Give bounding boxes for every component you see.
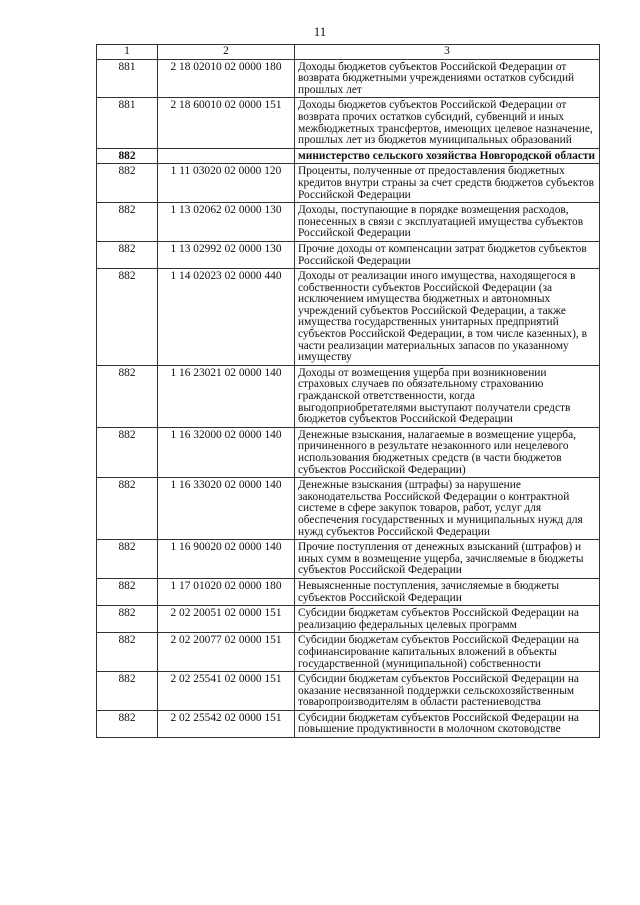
description-cell: Прочие доходы от компенсации затрат бюджетов субъектов Российской Федерации: [295, 241, 600, 268]
income-code-cell: 2 02 20051 02 0000 151: [158, 606, 295, 633]
income-code-cell: 1 16 90020 02 0000 140: [158, 540, 295, 579]
table-row: [97, 365, 600, 427]
description-cell: Денежные взыскания (штрафы) за нарушение законодательства Российской Федерации о контрактной системе в сфере закупок товаров, работ, услуг для обеспечения государственных и муниципальных нужд для нужд субъектов Российской Федерации: [295, 478, 600, 540]
admin-code-cell: 882: [97, 578, 158, 605]
page-number: 11: [313, 24, 327, 39]
table-row: [97, 606, 600, 633]
table-row: [97, 164, 600, 203]
table-row: [97, 98, 600, 148]
description-cell: Субсидии бюджетам субъектов Российской Федерации на повышение продуктивности в молочном скотоводстве: [295, 710, 600, 737]
admin-code-cell: 882: [97, 365, 158, 427]
income-code-cell: 1 13 02062 02 0000 130: [158, 203, 295, 242]
description-cell: Проценты, полученные от предоставления бюджетных кредитов внутри страны за счет средств бюджетов субъектов Российской Федерации: [295, 164, 600, 203]
description-cell: Доходы бюджетов субъектов Российской Федерации от возврата прочих остатков субсидий, субвенций и иных межбюджетных трансфертов, имеющих целевое назначение, прошлых лет из бюджетов муниципальных образований: [295, 98, 600, 148]
admin-code-cell: 882: [97, 606, 158, 633]
income-code-cell: 2 18 60010 02 0000 151: [158, 98, 295, 148]
description-cell: Субсидии бюджетам субъектов Российской Федерации на реализацию федеральных целевых программ: [295, 606, 600, 633]
table-row: [97, 241, 600, 268]
admin-code-cell: 882: [97, 427, 158, 477]
description-cell: Субсидии бюджетам субъектов Российской Федерации на оказание несвязанной поддержки сельскохозяйственным товаропроизводителям в области растениеводства: [295, 672, 600, 711]
table-header-row: [97, 45, 600, 60]
column-header-2: 2: [158, 45, 295, 60]
income-code-cell: 2 18 02010 02 0000 180: [158, 59, 295, 98]
admin-code-cell: 882: [97, 478, 158, 540]
admin-code-cell: 882: [97, 633, 158, 672]
income-code-cell: 1 11 03020 02 0000 120: [158, 164, 295, 203]
table-row: [97, 540, 600, 579]
table-row: [97, 633, 600, 672]
table-row: [97, 478, 600, 540]
description-cell: Доходы от реализации иного имущества, находящегося в собственности субъектов Российской Федерации (за исключением имущества бюджетных и автономных учреждений субъектов Российской Федерации, а также имущества государственных унитарных предприятий субъектов Российской Федерации, в том числе казенных), в части реализации материальных запасов по указанному имуществу: [295, 269, 600, 366]
table-row: [97, 427, 600, 477]
table-row: [97, 148, 600, 164]
table-row: [97, 203, 600, 242]
table-row: [97, 710, 600, 737]
table-row: [97, 269, 600, 366]
description-cell: Доходы бюджетов субъектов Российской Федерации от возврата бюджетными учреждениями остатков субсидий прошлых лет: [295, 59, 600, 98]
income-code-cell: 1 16 33020 02 0000 140: [158, 478, 295, 540]
description-cell: Доходы от возмещения ущерба при возникновении страховых случаев по обязательному страхованию гражданской ответственности, когда выгодоприобретателями выступают получатели средств бюджетов субъектов Российской Федерации: [295, 365, 600, 427]
admin-code-cell: 882: [97, 241, 158, 268]
table-row: [97, 672, 600, 711]
description-cell: министерство сельского хозяйства Новгородской области: [295, 148, 600, 164]
admin-code-cell: 882: [97, 148, 158, 164]
table-row: [97, 59, 600, 98]
admin-code-cell: 882: [97, 710, 158, 737]
income-code-cell: 2 02 20077 02 0000 151: [158, 633, 295, 672]
admin-code-cell: 882: [97, 203, 158, 242]
admin-code-cell: 882: [97, 672, 158, 711]
income-code-cell: 2 02 25542 02 0000 151: [158, 710, 295, 737]
income-code-cell: 1 17 01020 02 0000 180: [158, 578, 295, 605]
description-cell: Прочие поступления от денежных взысканий (штрафов) и иных сумм в возмещение ущерба, зачисляемые в бюджеты субъектов Российской Федерации: [295, 540, 600, 579]
income-code-cell: [158, 148, 295, 164]
admin-code-cell: 882: [97, 540, 158, 579]
table-row: [97, 578, 600, 605]
column-header-3: 3: [295, 45, 600, 60]
column-header-1: 1: [97, 45, 158, 60]
income-code-cell: 2 02 25541 02 0000 151: [158, 672, 295, 711]
income-codes-table: [96, 44, 600, 738]
admin-code-cell: 882: [97, 164, 158, 203]
description-cell: Невыясненные поступления, зачисляемые в бюджеты субъектов Российской Федерации: [295, 578, 600, 605]
income-code-cell: 1 13 02992 02 0000 130: [158, 241, 295, 268]
income-code-cell: 1 16 32000 02 0000 140: [158, 427, 295, 477]
admin-code-cell: 881: [97, 98, 158, 148]
income-code-cell: 1 14 02023 02 0000 440: [158, 269, 295, 366]
description-cell: Субсидии бюджетам субъектов Российской Федерации на софинансирование капитальных вложений в объекты государственной (муниципальной) собственности: [295, 633, 600, 672]
description-cell: Денежные взыскания, налагаемые в возмещение ущерба, причиненного в результате незаконного или нецелевого использования бюджетных средств (в части бюджетов субъектов Российской Федерации): [295, 427, 600, 477]
income-code-cell: 1 16 23021 02 0000 140: [158, 365, 295, 427]
admin-code-cell: 881: [97, 59, 158, 98]
admin-code-cell: 882: [97, 269, 158, 366]
description-cell: Доходы, поступающие в порядке возмещения расходов, понесенных в связи с эксплуатацией имущества субъектов Российской Федерации: [295, 203, 600, 242]
